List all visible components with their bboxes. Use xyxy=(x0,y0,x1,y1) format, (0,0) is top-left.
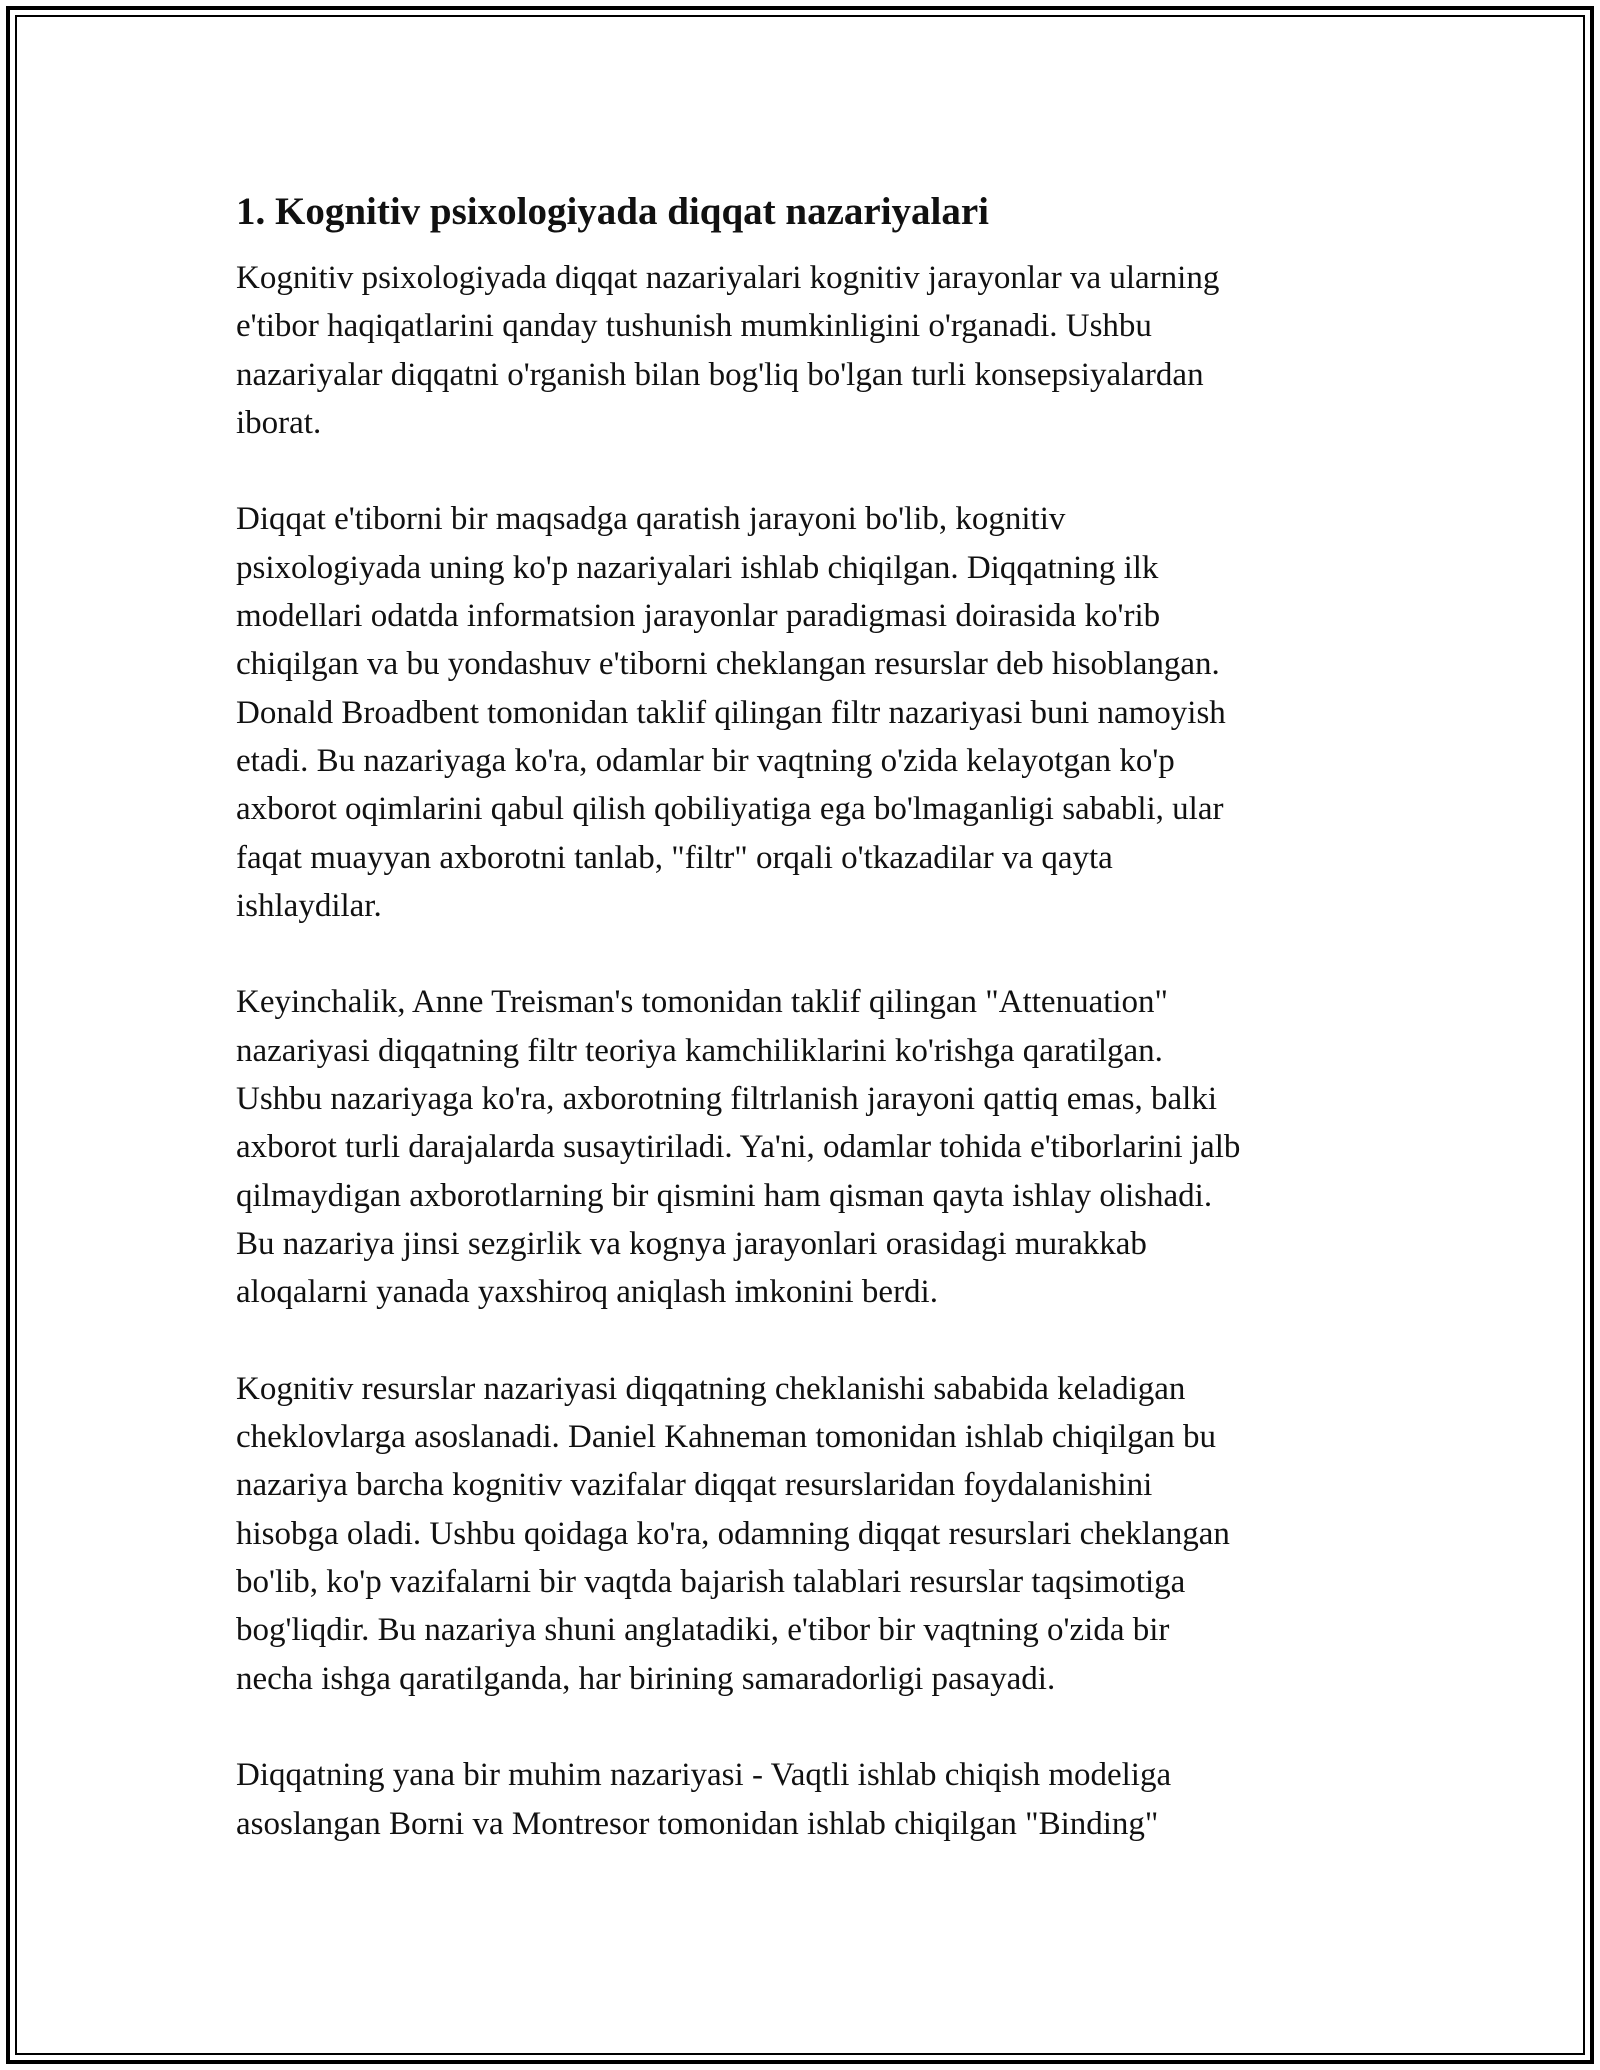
text-line: Keyinchalik, Anne Treisman's tomonidan taklif qilingan "Attenuation" xyxy=(236,984,1169,1021)
section-heading: 1. Kognitiv psixologiyada diqqat nazariyalari xyxy=(236,190,990,233)
text-line: axborot oqimlarini qabul qilish qobiliyatiga ega bo'lmaganligi sababli, ular xyxy=(236,791,1224,828)
text-line: bo'lib, ko'p vazifalarni bir vaqtda bajarish talablari resurslar taqsimotiga xyxy=(236,1564,1186,1601)
text-line: Diqqat e'tiborni bir maqsadga qaratish jarayoni bo'lib, kognitiv xyxy=(236,501,1066,538)
document-body xyxy=(236,184,1366,1896)
text-line: aloqalarni yanada yaxshiroq aniqlash imkonini berdi. xyxy=(236,1274,938,1311)
text-line: chiqilgan va bu yondashuv e'tiborni cheklangan resurslar deb hisoblangan. xyxy=(236,646,1220,683)
text-line: necha ishga qaratilganda, har birining samaradorligi pasayadi. xyxy=(236,1660,1056,1697)
text-line: cheklovlarga asoslanadi. Daniel Kahneman tomonidan ishlab chiqilgan bu xyxy=(236,1419,1216,1456)
text-line: axborot turli darajalarda susaytiriladi. Ya'ni, odamlar tohida e'tiborlarini jalb xyxy=(236,1129,1241,1166)
text-line: Diqqatning yana bir muhim nazariyasi - Vaqtli ishlab chiqish modeliga xyxy=(236,1757,1172,1794)
text-line: Bu nazariya jinsi sezgirlik va kognya jarayonlari orasidagi murakkab xyxy=(236,1225,1147,1262)
text-line: e'tibor haqiqatlarini qanday tushunish mumkinligini o'rganadi. Ushbu xyxy=(236,308,1152,345)
text-line: ishlaydilar. xyxy=(236,887,382,924)
text-line: modellari odatda informatsion jarayonlar paradigmasi doirasida ko'rib xyxy=(236,598,1161,635)
text-line: Kognitiv resurslar nazariyasi diqqatning cheklanishi sababida keladigan xyxy=(236,1370,1186,1407)
text-line: qilmaydigan axborotlarning bir qismini ham qisman qayta ishlay olishadi. xyxy=(236,1177,1213,1214)
text-line: nazariya barcha kognitiv vazifalar diqqat resurslaridan foydalanishini xyxy=(236,1467,1153,1504)
text-line: nazariyasi diqqatning filtr teoriya kamchiliklarini ko'rishga qaratilgan. xyxy=(236,1032,1163,1069)
paragraph-filter-theory xyxy=(236,495,1366,930)
text-line: Ushbu nazariyaga ko'ra, axborotning filtrlanish jarayoni qattiq emas, balki xyxy=(236,1081,1217,1118)
text-line: Kognitiv psixologiyada diqqat nazariyalari kognitiv jarayonlar va ularning xyxy=(236,260,1220,296)
text-line: bog'liqdir. Bu nazariya shuni anglatadiki, e'tibor bir vaqtning o'zida bir xyxy=(236,1612,1170,1649)
text-line: hisobga oladi. Ushbu qoidaga ko'ra, odamning diqqat resurslari cheklangan xyxy=(236,1515,1230,1552)
text-line: iborat. xyxy=(236,404,322,441)
text-line: nazariyalar diqqatni o'rganish bilan bog'liq bo'lgan turli konsepsiyalardan xyxy=(236,356,1204,393)
text-line: Donald Broadbent tomonidan taklif qilingan filtr nazariyasi buni namoyish xyxy=(236,694,1226,731)
paragraph-resource-theory xyxy=(236,1365,1366,1703)
paragraph-attenuation-theory xyxy=(236,978,1366,1316)
paragraph-binding-theory xyxy=(236,1751,1366,1848)
paragraph-intro xyxy=(236,254,1366,447)
text-line: psixologiyada uning ko'p nazariyalari ishlab chiqilgan. Diqqatning ilk xyxy=(236,549,1159,586)
text-line: faqat muayyan axborotni tanlab, "filtr" orqali o'tkazadilar va qayta xyxy=(236,839,1113,876)
text-line: etadi. Bu nazariyaga ko'ra, odamlar bir vaqtning o'zida kelayotgan ko'p xyxy=(236,742,1175,779)
text-line: asoslangan Borni va Montresor tomonidan ishlab chiqilgan "Binding" xyxy=(236,1805,1159,1842)
